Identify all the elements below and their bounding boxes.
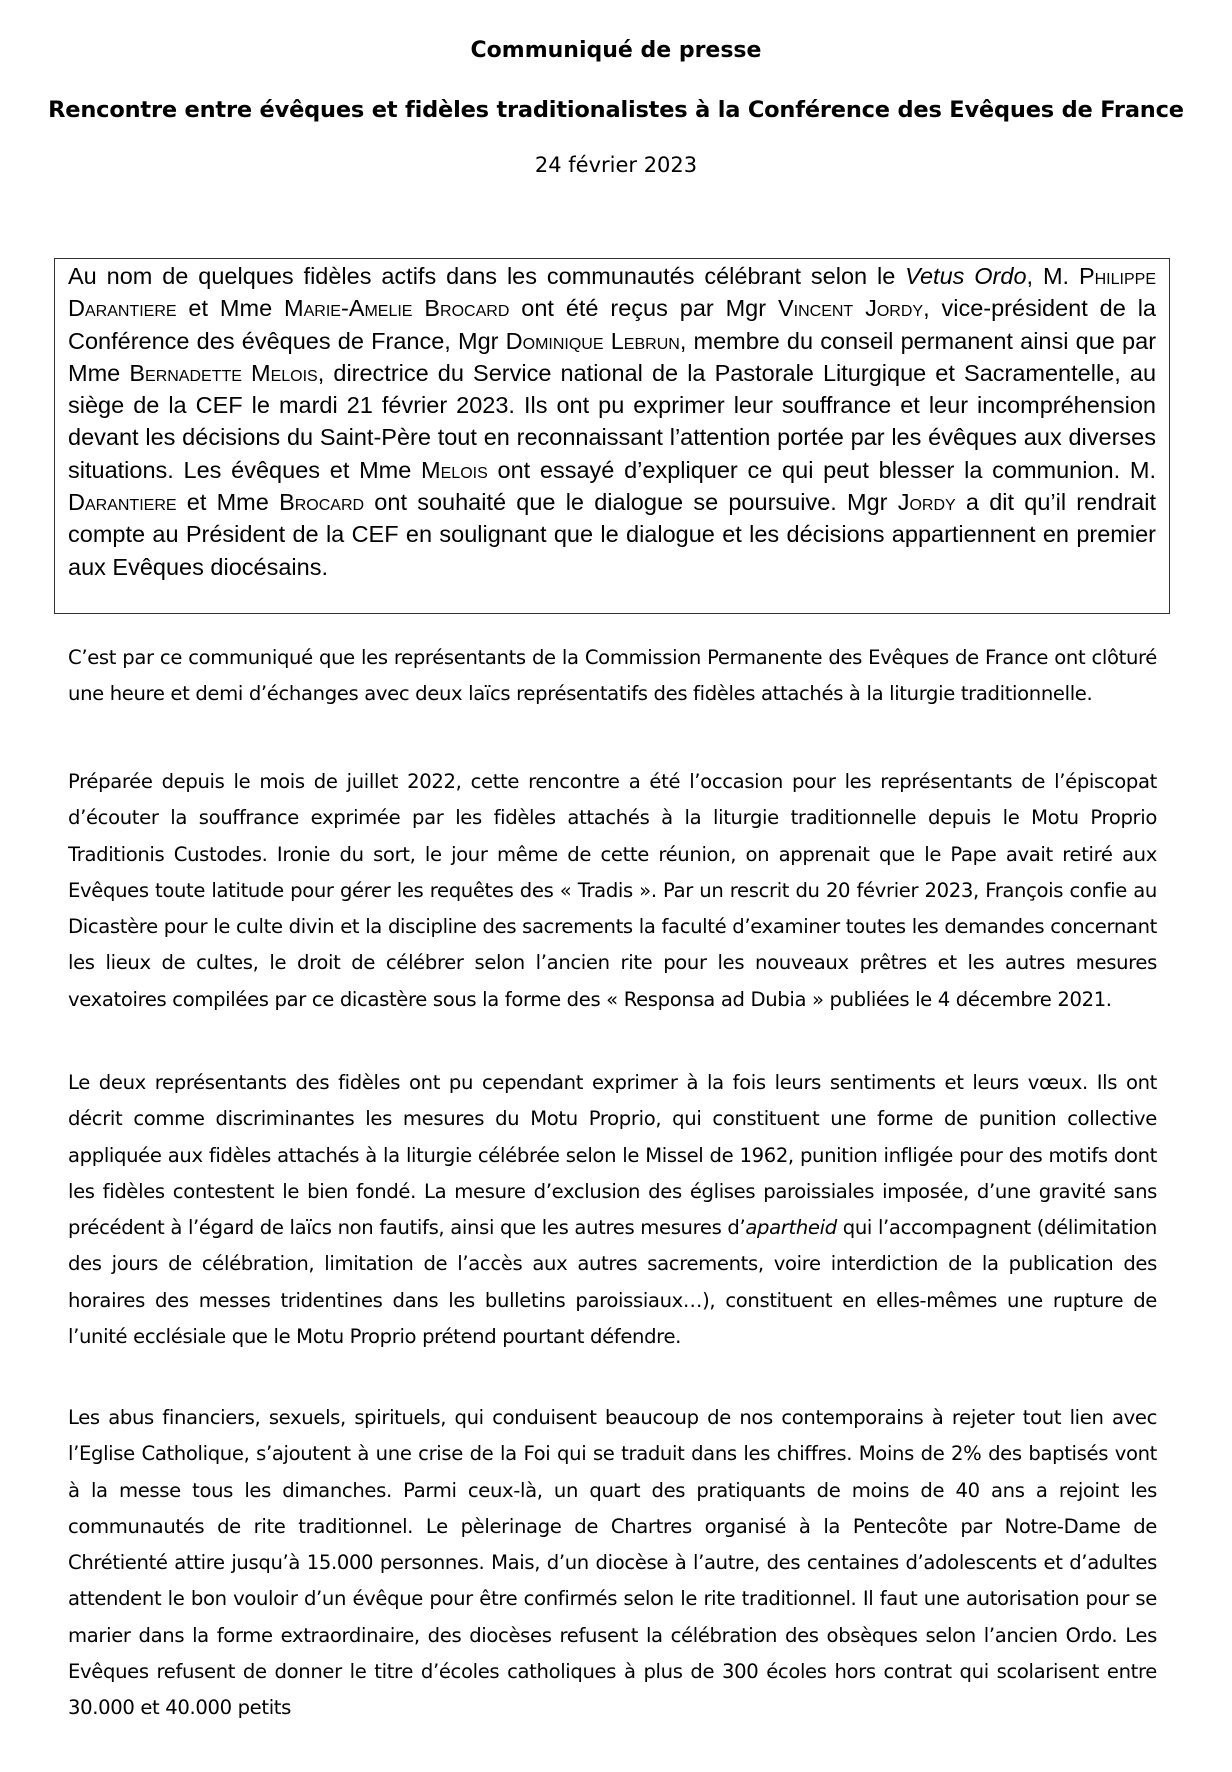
person-name: Melois bbox=[421, 456, 488, 483]
statement-segment: , directrice du Service national de la Pastorale Liturgique et Sacramentelle, au siège de la CEF le mardi 21 février 2023. Ils ont pu exprimer leur souffrance et leur incompréhension devant les décisions du Saint-Père tout en reconnaissant l’attention portée par les évêques aux diverses situations. Les évêques et Mme bbox=[68, 359, 1157, 483]
person-name: Bernadette Melois bbox=[129, 359, 318, 386]
statement-segment: et Mme bbox=[176, 295, 285, 322]
body-paragraph: Les abus financiers, sexuels, spirituels, qui conduisent beaucoup de nos contemporains à rejeter tout lien avec l’Eglise Catholique, s’ajoutent à une crise de la Foi qui se traduit dans les chiffres. Moins de 2% des baptisés vont à la messe tous les dimanches. Parmi ceux-là, un quart des pratiquants de moins de 40 ans a rejoint les communautés de rite traditionnel. Le pèlerinage de Chartres organisé à la Pentecôte par Notre-Dame de Chrétienté attire jusqu’à 15.000 personnes. Mais, d’un diocèse à l’autre, des centaines d’adolescents et d’adultes attendent le bon vouloir d’un évêque pour être confirmés selon le rite traditionnel. Il faut une autorisation pour se marier dans la forme extraordinaire, des diocèses refusent la célébration des obsèques selon l’ancien Ordo. Les Evêques refusent de donner le titre d’écoles catholiques à plus de 300 écoles hors contrat qui scolarisent entre 30.000 et 40.000 petits bbox=[68, 1406, 1157, 1720]
statement-segment: , vice-président de la Conférence des évêques de France, Mgr bbox=[68, 295, 1156, 354]
person-name: Jordy bbox=[897, 489, 956, 516]
person-name: Brocard bbox=[279, 489, 365, 516]
statement-segment: ont souhaité que le dialogue se poursuive. Mgr bbox=[364, 489, 898, 516]
person-name: Marie-Amelie Brocard bbox=[284, 295, 510, 322]
person-name: Vincent Jordy bbox=[777, 295, 924, 322]
paragraph-segment: Le deux représentants des fidèles ont pu cependant exprimer à la fois leurs sentiments et leurs vœux. Ils ont décrit comme discriminantes les mesures du Motu Proprio, qui constituent une forme de punition collective appliquée aux fidèles attachés à la liturgie célébrée selon le Missel de 1962, punition infligée pour des motifs dont les fidèles contestent le bien fondé. La mesure d’exclusion des églises paroissiales imposée, d’une gravité sans précédent à l’égard de laïcs non fautifs, ainsi que les autres mesures d’ bbox=[68, 1071, 1157, 1240]
statement-segment: ont essayé d’expliquer ce qui peut blesser la communion. M. bbox=[487, 456, 1156, 483]
document-subtitle: Rencontre entre évêques et fidèles traditionalistes à la Conférence des Evêques de France bbox=[48, 97, 1184, 123]
body-paragraph: Préparée depuis le mois de juillet 2022, cette rencontre a été l’occasion pour les représentants de l’épiscopat d’écouter la souffrance exprimée par les fidèles attachés à la liturgie traditionnelle depuis le Motu Proprio Traditionis Custodes. Ironie du sort, le jour même de cette réunion, on apprenait que le Pape avait retiré aux Evêques toute latitude pour gérer les requêtes des « Tradis ». Par un rescrit du 20 février 2023, François confie au Dicastère pour le culte divin et la discipline des sacrements la faculté d’examiner toutes les demandes concernant les lieux de cultes, le droit de célébrer selon l’ancien rite pour les nouveaux prêtres et les autres mesures vexatoires compilées par ce dicastère sous la forme des « Responsa ad Dubia » publiées le 4 décembre 2021. bbox=[68, 770, 1157, 1011]
person-name: Darantiere bbox=[68, 489, 177, 516]
press-statement-box bbox=[54, 258, 1170, 614]
statement-segment: ont été reçus par Mgr bbox=[509, 295, 778, 322]
person-name: Philippe Darantiere bbox=[68, 263, 1156, 322]
body-paragraph: C’est par ce communiqué que les représentants de la Commission Permanente des Evêques de France ont clôturé une heure et demi d’échanges avec deux laïcs représentatifs des fidèles attachés à la liturgie traditionnelle. bbox=[68, 646, 1157, 706]
statement-segment: , membre du conseil permanent ainsi que par Mme bbox=[68, 327, 1157, 386]
paragraph-segment: qui l’accompagnent (délimitation des jours de célébration, limitation de l’accès aux autres sacrements, voire interdiction de la publication des horaires des messes tridentines dans les bulletins paroissiaux…), constituent en elles-mêmes une rupture de l’unité ecclésiale que le Motu Proprio prétend pourtant défendre. bbox=[68, 1216, 1157, 1349]
body-paragraph bbox=[68, 1065, 1157, 1393]
document-title: Communiqué de presse bbox=[470, 38, 762, 63]
statement-segment: a dit qu’il rendrait compte au Président de la CEF en soulignant que le dialogue et les décisions appartiennent en premier aux Evêques diocésains. bbox=[68, 489, 1156, 580]
paragraph-emphasis: apartheid bbox=[745, 1216, 837, 1240]
statement-emphasis: Vetus Ordo bbox=[905, 263, 1027, 289]
statement-segment: , M. bbox=[1026, 263, 1079, 289]
statement-segment: et Mme bbox=[176, 489, 280, 516]
statement-segment: Au nom de quelques fidèles actifs dans les communautés célébrant selon le bbox=[68, 263, 906, 289]
document-date: 24 février 2023 bbox=[534, 153, 698, 177]
press-statement-text bbox=[68, 260, 1156, 583]
person-name: Dominique Lebrun bbox=[505, 327, 680, 354]
